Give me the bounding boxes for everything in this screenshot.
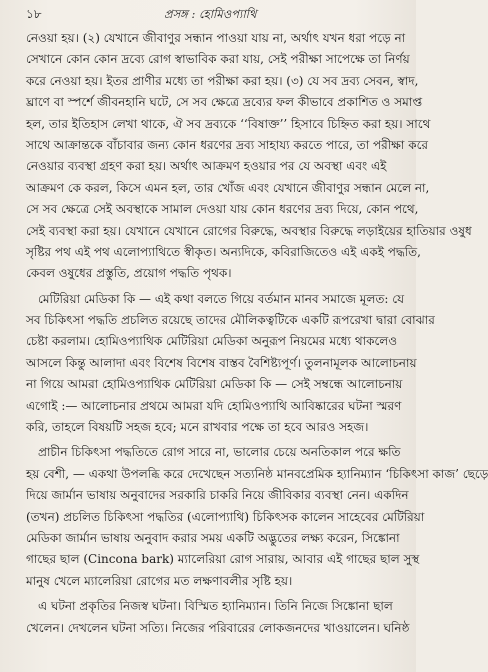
text-line: কেবল ওষুধের প্রস্তুতি, প্রয়োগ পদ্ধতি পৃথক। [26, 266, 232, 281]
text-line: সে সব ক্ষেত্রে সেই অবস্থাকে সামাল দেওয়া যায় কোন ধরণের দ্রব্য দিয়ে, কোন পথে, [26, 202, 419, 217]
page-body [26, 28, 488, 639]
text-line: এ ঘটনা প্রকৃতির নিজস্ব ঘটনা। বিস্মিত হ্যানিম্যান। তিনি নিজে সিঙ্কোনা ছাল [38, 599, 393, 614]
text-line: সব চিকিৎসা পদ্ধতি প্রচলিত রয়েছে তাদের মৌলিকত্বটিকে একটি রূপরেখা দ্বারা বোঝার [26, 313, 435, 328]
text-line: করে নেওয়া হয়। ইতর প্রাণীর মধ্যে তা পরীক্ষা করা হয়। (৩) যে সব দ্রব্য সেবন, স্বাদ, [26, 73, 419, 88]
paragraph [26, 28, 472, 285]
text-line: নেওয়া হয়। (২) যেখানে জীবাণুর সন্ধান পাওয়া যায় না, অর্থাৎ যখন ধরা পড়ে না [26, 31, 406, 45]
text-line: সেখানে কোন কোন দ্রব্যে রোগ স্বাভাবিক করা যায়, সেই পরীক্ষা সাপেক্ষে তা নির্ণয় [26, 52, 410, 67]
text-line: নেওয়ার ব্যবস্থা গ্রহণ করা হয়। অর্থাৎ আক্রমণ হওয়ার পর যে অবস্থা এবং এই [26, 159, 387, 174]
text-line: দিয়ে জার্মান ভাষায় অনুবাদের সরকারি চাকরি নিয়ে জীবিকার ব্যবস্থা নেন। একদিন [26, 488, 409, 503]
paragraph [26, 596, 410, 639]
paragraph [26, 289, 435, 439]
text-line: আক্রমণ কে করল, কিসে এমন হল, তার খোঁজ এবং যেখানে জীবাণুর সন্ধান মেলে না, [26, 180, 430, 195]
paragraph [26, 442, 488, 592]
text-line: মানুষ খেলে ম্যালেরিয়া রোগের মত লক্ষণাবলীর সৃষ্টি হয়। [26, 573, 293, 588]
text-line: গাছের ছাল (Cincona bark) ম্যালেরিয়া রোগ সারায়, আবার এই গাছের ছাল সুস্থ [26, 552, 420, 567]
text-line: ঘ্রাণে বা স্পর্শে জীবনহানি ঘটে, সে সব ক্ষেত্রে দ্রব্যের ফল কীভাবে প্রকাশিত ও সমাপ্ত [26, 95, 423, 110]
text-line: সৃষ্টির পথ এই পথ এলোপ্যাথিতে স্বীকৃত। অন্যদিকে, কবিরাজিতেও এই একই পদ্ধতি, [26, 244, 421, 259]
text-line: না গিয়ে আমরা হোমিওপ্যাথিক মেটিরিয়া মেডিকা কি — সেই সম্বন্ধে আলোচনায় [26, 377, 403, 392]
running-title: প্রসঙ্গ : হোমিওপ্যাথি [164, 7, 257, 21]
text-line: (তখন) প্রচলিত চিকিৎসা পদ্ধতির (এলোপ্যাথি) চিকিৎসক কালেন সাহেবের মেটিরিয়া [26, 509, 425, 524]
text-line: প্রাচীন চিকিৎসা পদ্ধতিতে রোগ সারে না, ভালোর চেয়ে অনতিকাল পরে ক্ষতি [38, 445, 401, 460]
text-line: মেটিরিয়া মেডিকা কি — এই কথা বলতে গিয়ে বর্তমান মানব সমাজে মূলত: যে [38, 291, 405, 306]
text-line: হয় বেশী, — একথা উপলব্ধি করে দেখেছেন সত্যনিষ্ঠ মানবপ্রেমিক হ্যানিম্যান ‘চিকিৎসা কাজ’ ছেড়ে [26, 466, 488, 481]
text-line: এগোই :— আলোচনার প্রথমে আমরা যদি হোমিওপ্যাথি আবিষ্কারের ঘটনা স্মরণ [26, 398, 402, 413]
text-line: সাথে আক্রান্তকে বাঁচাবার জন্য কোন ধরণের দ্রব্য সাহায্য করতে পারে, তা পরীক্ষা করে [26, 137, 429, 152]
text-line: আসলে কিন্তু আলাদা এবং বিশেষ বিশেষ বাস্তব বৈশিষ্ট্যপূর্ণ। তুলনামূলক আলোচনায় [26, 355, 417, 370]
text-line: খেলেন। দেখলেন ঘটনা সত্যি। নিজের পরিবারের লোকজনদের খাওয়ালেন। ঘনিষ্ঠ [26, 620, 410, 635]
page-header [26, 4, 402, 26]
text-line: মেডিকা জার্মান ভাষায় অনুবাদ করার সময় একটি অদ্ভুতের লক্ষ্য করেন, সিঙ্কোনা [26, 530, 400, 545]
text-line: চেষ্টা করলাম। হোমিওপ্যাথিক মেটিরিয়া মেডিকা অনুরূপ নিয়মের মধ্যে থাকলেও [26, 334, 398, 349]
text-line: সেই ব্যবস্থা করা হয়। যেখানে যেখানে রোগের বিরুদ্ধে, অবস্থার বিরুদ্ধে লড়াইয়ের হাতিয়ার ওষুধ [26, 223, 472, 238]
page-number: ১৮ [26, 7, 42, 21]
text-line: হল, তার ইতিহাস লেখা থাকে, ঐ সব দ্রব্যকে ‘‘বিষাক্ত’’ হিসাবে চিহ্নিত করা হয়। সাথে [26, 116, 431, 131]
text-line: করি, তাহলে বিষয়টি সহজ হবে; মনে রাখবার পক্ষে তা হবে আরও সহজ। [26, 420, 369, 435]
